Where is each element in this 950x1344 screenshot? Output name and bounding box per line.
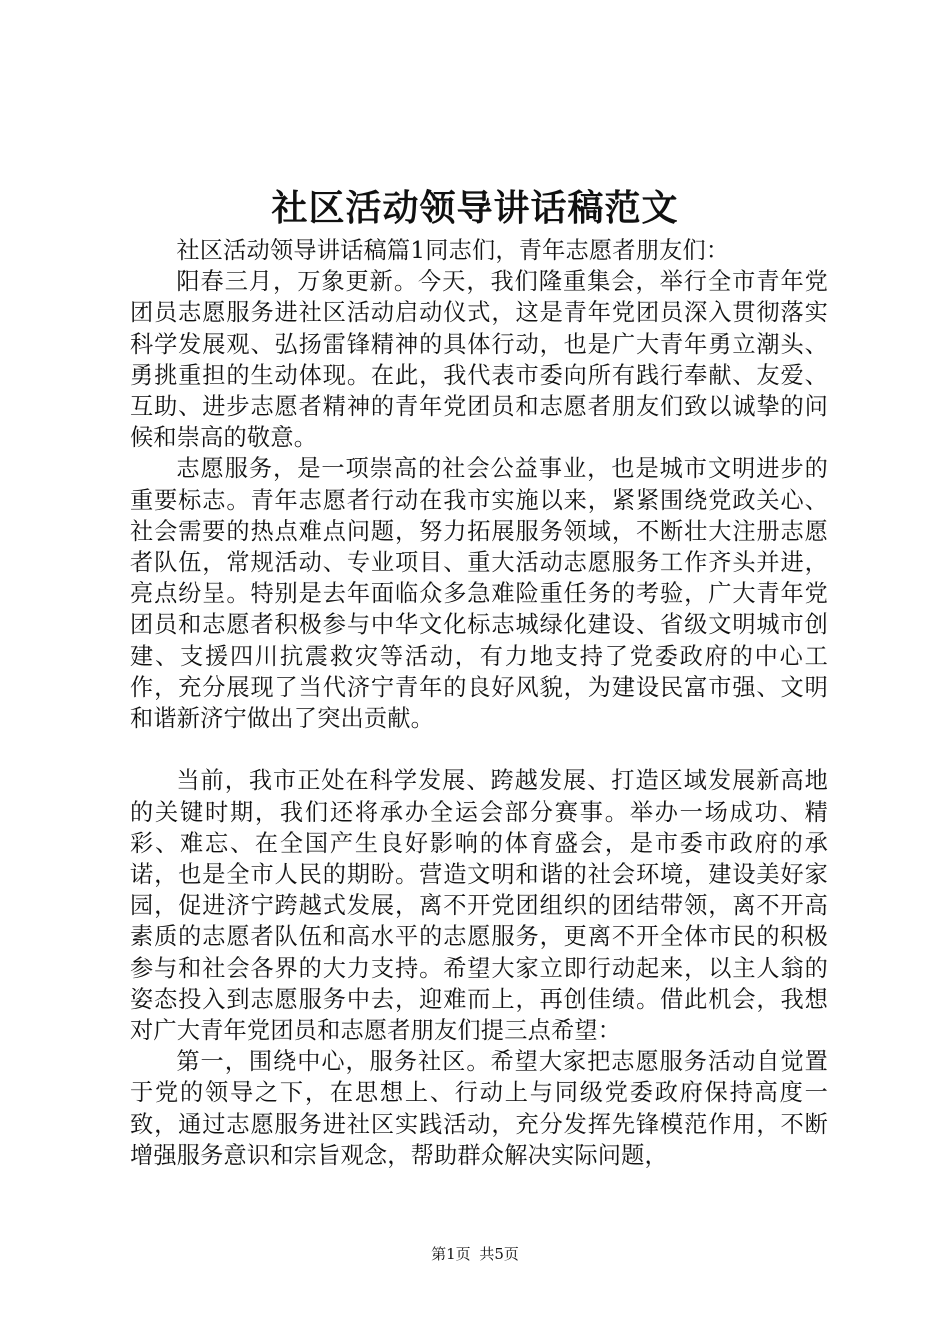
paragraph: 阳春三月，万象更新。今天，我们隆重集会，举行全市青年党团员志愿服务进社区活动启动仪式，这是青年党团员深入贯彻落实科学发展观、弘扬雷锋精神的具体行动，也是广大青年勇立潮头、勇挑重担的生动体现。在此，我代表市委向所有践行奉献、友爱、互助、进步志愿者精神的青年党团员和志愿者朋友们致以诚挚的问候和崇高的敬意。: [130, 268, 828, 452]
page-number-footer: 第1页 共5页: [431, 1245, 519, 1263]
document-body: [130, 235, 828, 1171]
paragraph: 当前，我市正处在科学发展、跨越发展、打造区域发展新高地的关键时期，我们还将承办全运会部分赛事。举办一场成功、精彩、难忘、在全国产生良好影响的体育盛会，是市委市政府的承诺，也是全市人民的期盼。营造文明和谐的社会环境，建设美好家园，促进济宁跨越式发展，离不开党团组织的团结带领，离不开高素质的志愿者队伍和高水平的志愿服务，更离不开全体市民的积极参与和社会各界的大力支持。希望大家立即行动起来，以主人翁的姿态投入到志愿服务中去，迎难而上，再创佳绩。借此机会，我想对广大青年党团员和志愿者朋友们提三点希望：: [130, 767, 828, 1045]
paragraph: 志愿服务，是一项崇高的社会公益事业，也是城市文明进步的重要标志。青年志愿者行动在我市实施以来，紧紧围绕党政关心、社会需要的热点难点问题，努力拓展服务领域，不断壮大注册志愿者队伍，常规活动、专业项目、重大活动志愿服务工作齐头并进，亮点纷呈。特别是去年面临众多急难险重任务的考验，广大青年党团员和志愿者积极参与中华文化标志城绿化建设、省级文明城市创建、支援四川抗震救灾等活动，有力地支持了党委政府的中心工作，充分展现了当代济宁青年的良好风貌，为建设民富市强、文明和谐新济宁做出了突出贡献。: [130, 455, 828, 733]
document-title: 社区活动领导讲话稿范文: [271, 187, 679, 229]
paragraph: 第一，围绕中心，服务社区。希望大家把志愿服务活动自觉置于党的领导之下，在思想上、行动上与同级党委政府保持高度一致，通过志愿服务进社区实践活动，充分发挥先锋模范作用，不断增强服务意识和宗旨观念，帮助群众解决实际问题，: [130, 1048, 828, 1169]
paragraph-opening: 社区活动领导讲话稿篇1同志们，青年志愿者朋友们：: [176, 237, 730, 264]
